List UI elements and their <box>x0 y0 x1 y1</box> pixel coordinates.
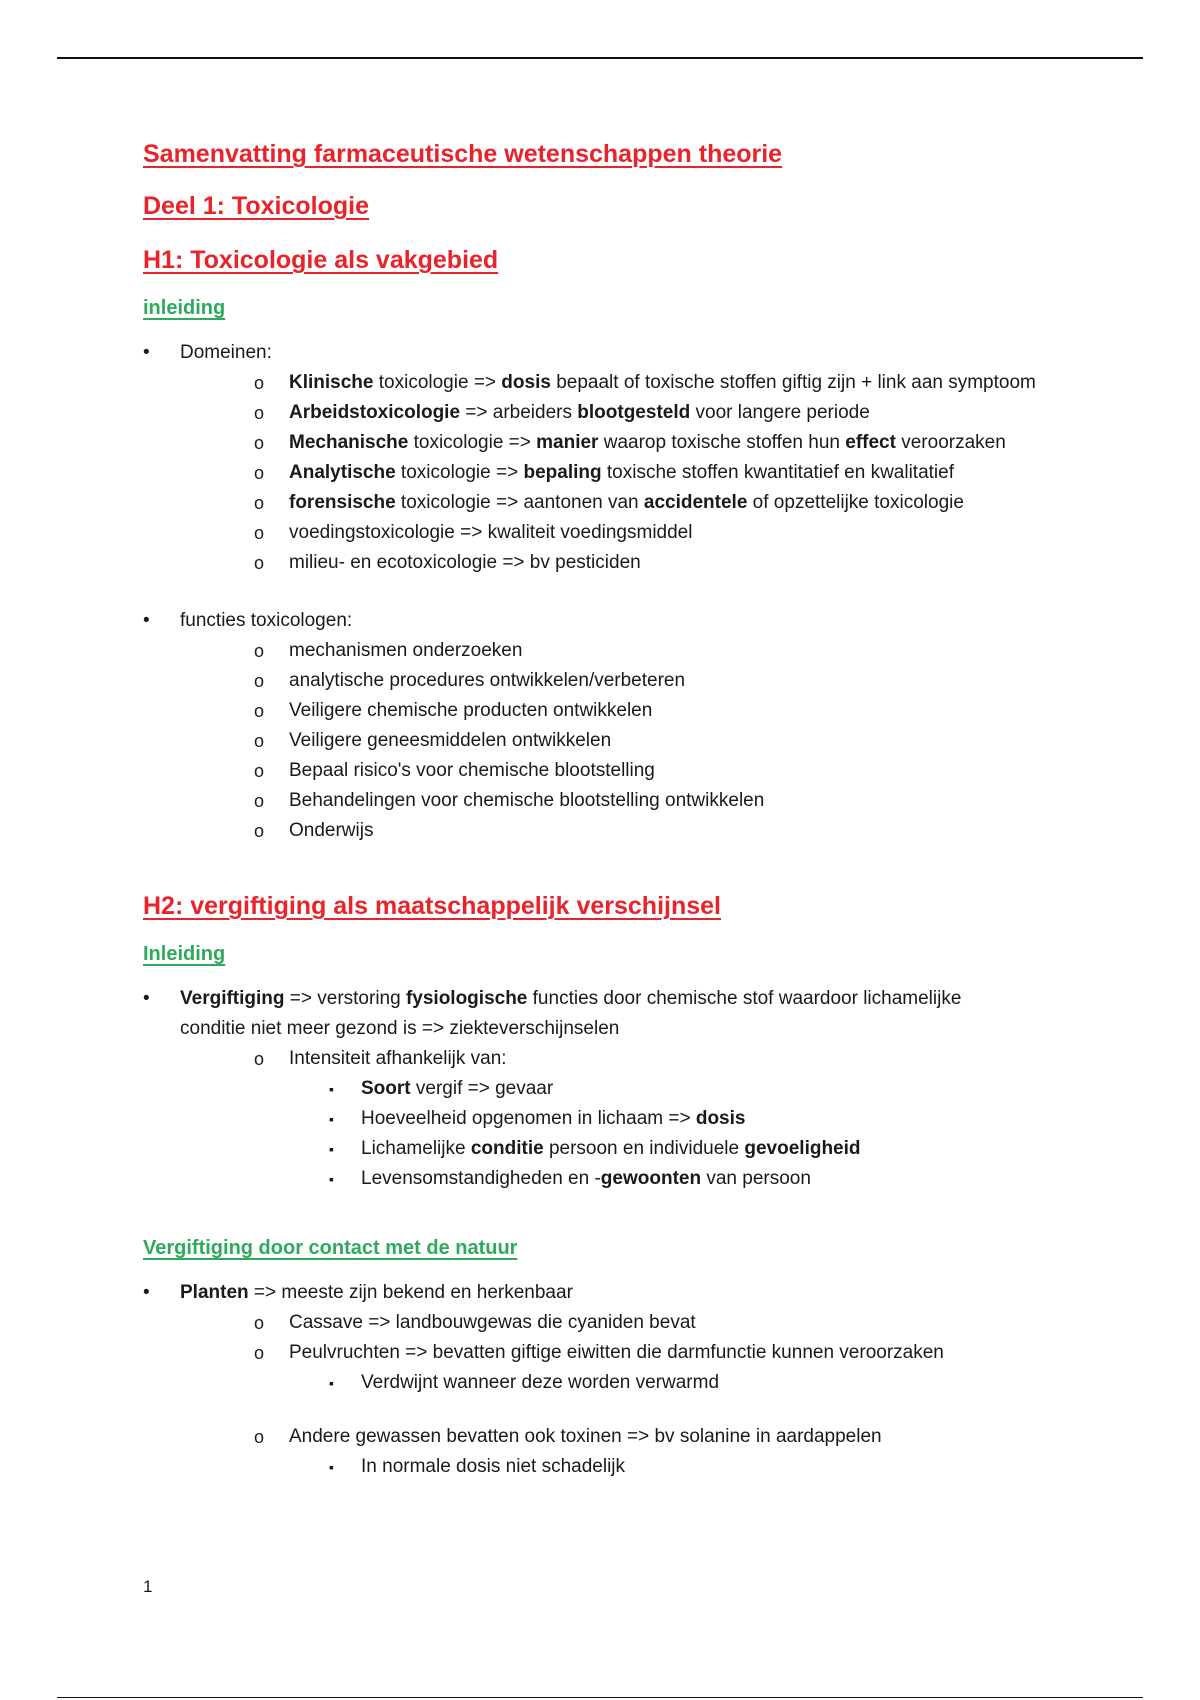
list-item: o Veiligere geneesmiddelen ontwikkelen <box>180 726 1073 756</box>
bottom-rule <box>57 1697 1143 1698</box>
intensity-sublist <box>180 1044 1073 1194</box>
list-item: o forensische toxicologie => aantonen van accidentele of opzettelijke toxicologie <box>180 488 1073 518</box>
list-item: o Cassave => landbouwgewas die cyaniden bevat <box>180 1308 1073 1338</box>
intensity-factors <box>180 1074 1073 1194</box>
list-item: o voedingstoxicologie => kwaliteit voedingsmiddel <box>180 518 1073 548</box>
list-item: o Peulvruchten => bevatten giftige eiwitten die darmfunctie kunnen veroorzaken ▪ Verdwijnt wanneer deze worden verwarmd <box>180 1338 1073 1398</box>
list-item: o analytische procedures ontwikkelen/verbeteren <box>180 666 1073 696</box>
section-natuur-heading: Vergiftiging door contact met de natuur <box>143 1237 518 1259</box>
part-heading: Deel 1: Toxicologie <box>143 192 369 220</box>
list-item: ▪ In normale dosis niet schadelijk <box>180 1452 1073 1482</box>
vergiftiging-list <box>143 984 1073 1194</box>
list-item: o Intensiteit afhankelijk van: ▪ Soort vergif => gevaar ▪ Hoeveelheid opgenomen in lichaam => dosis ▪ Lichamelijke conditie persoon en individuele gevoeligheid ▪ Levensomstandigheden en -gewoonten van persoon <box>180 1044 1073 1194</box>
peul-sub <box>180 1368 1073 1398</box>
chapter-2-heading: H2: vergiftiging als maatschappelijk verschijnsel <box>143 892 721 920</box>
list-item: o Klinische toxicologie => dosis bepaalt of toxische stoffen giftig zijn + link aan symptoom <box>180 368 1073 398</box>
list-item: ▪ Lichamelijke conditie persoon en individuele gevoeligheid <box>180 1134 1073 1164</box>
list-item: • functies toxicologen: o mechanismen onderzoeken o analytische procedures ontwikkelen/verbeteren o Veiligere chemische producten ontwikkelen o Veiligere geneesmiddelen ontwikkelen o Bepaal risico's voor chemische blootstelling o Behandelingen voor chemische blootstelling ontwikkelen o Onderwijs <box>143 606 1073 846</box>
list-item: • Vergiftiging => verstoring fysiologische functies door chemische stof waardoor lichamelijke conditie niet meer gezond is => ziekteverschijnselen o Intensiteit afhankelijk van: ▪ Soort vergif => gevaar ▪ Hoeveelheid opgenomen in lichaam => dosis ▪ Lichamelijke conditie persoon en individuele gevoeligheid ▪ Levensomstandigheden en -gewoonten van persoon <box>143 984 1073 1194</box>
list-item: • Domeinen: o Klinische toxicologie => dosis bepaalt of toxische stoffen giftig zijn + link aan symptoom o Arbeidstoxicologie => arbeiders blootgesteld voor langere periode o Mechanische toxicologie => manier waarop toxische stoffen hun effect veroorzaken o Analytische toxicologie => bepaling toxische stoffen kwantitatief en kwalitatief o forensische toxicologie => aantonen van accidentele of opzettelijke toxicologie o voedingstoxicologie => kwaliteit voedingsmiddel o milieu- en ecotoxicologie => bv pesticiden <box>143 338 1073 578</box>
page-number: 1 <box>143 1577 153 1596</box>
section-inleiding-heading: inleiding <box>143 297 226 319</box>
plants-list <box>143 1278 1073 1482</box>
chapter-1-heading: H1: Toxicologie als vakgebied <box>143 246 499 274</box>
list-item: o Mechanische toxicologie => manier waarop toxische stoffen hun effect veroorzaken <box>180 428 1073 458</box>
list-item: o Veiligere chemische producten ontwikkelen <box>180 696 1073 726</box>
plants-sublist <box>180 1308 1073 1482</box>
list-item: ▪ Levensomstandigheden en -gewoonten van persoon <box>180 1164 1073 1194</box>
list-item: ▪ Hoeveelheid opgenomen in lichaam => dosis <box>180 1104 1073 1134</box>
andere-sub <box>180 1452 1073 1482</box>
list-item: o mechanismen onderzoeken <box>180 636 1073 666</box>
functions-sublist <box>180 636 1073 846</box>
list-item: o Behandelingen voor chemische blootstelling ontwikkelen <box>180 786 1073 816</box>
top-rule <box>57 57 1143 59</box>
list-item: o Bepaal risico's voor chemische blootstelling <box>180 756 1073 786</box>
list-item: o Andere gewassen bevatten ook toxinen => bv solanine in aardappelen ▪ In normale dosis niet schadelijk <box>180 1422 1073 1482</box>
domains-list <box>143 338 1073 578</box>
document-body <box>143 138 1073 1482</box>
list-item: o milieu- en ecotoxicologie => bv pesticiden <box>180 548 1073 578</box>
list-item: o Arbeidstoxicologie => arbeiders blootgesteld voor langere periode <box>180 398 1073 428</box>
list-item: o Analytische toxicologie => bepaling toxische stoffen kwantitatief en kwalitatief <box>180 458 1073 488</box>
document-title: Samenvatting farmaceutische wetenschappen theorie <box>143 140 783 168</box>
section-inleiding-2-heading: Inleiding <box>143 943 226 965</box>
functions-list <box>143 606 1073 846</box>
list-item: • Planten => meeste zijn bekend en herkenbaar o Cassave => landbouwgewas die cyaniden bevat o Peulvruchten => bevatten giftige eiwitten die darmfunctie kunnen veroorzaken ▪ Verdwijnt wanneer deze worden verwarmd o Andere gewassen bevatten ook toxinen => bv solanine in aardappelen ▪ In normale dosis niet schadelijk <box>143 1278 1073 1482</box>
list-item: ▪ Soort vergif => gevaar <box>180 1074 1073 1104</box>
domains-sublist <box>180 368 1073 578</box>
list-item: ▪ Verdwijnt wanneer deze worden verwarmd <box>180 1368 1073 1398</box>
list-item: o Onderwijs <box>180 816 1073 846</box>
